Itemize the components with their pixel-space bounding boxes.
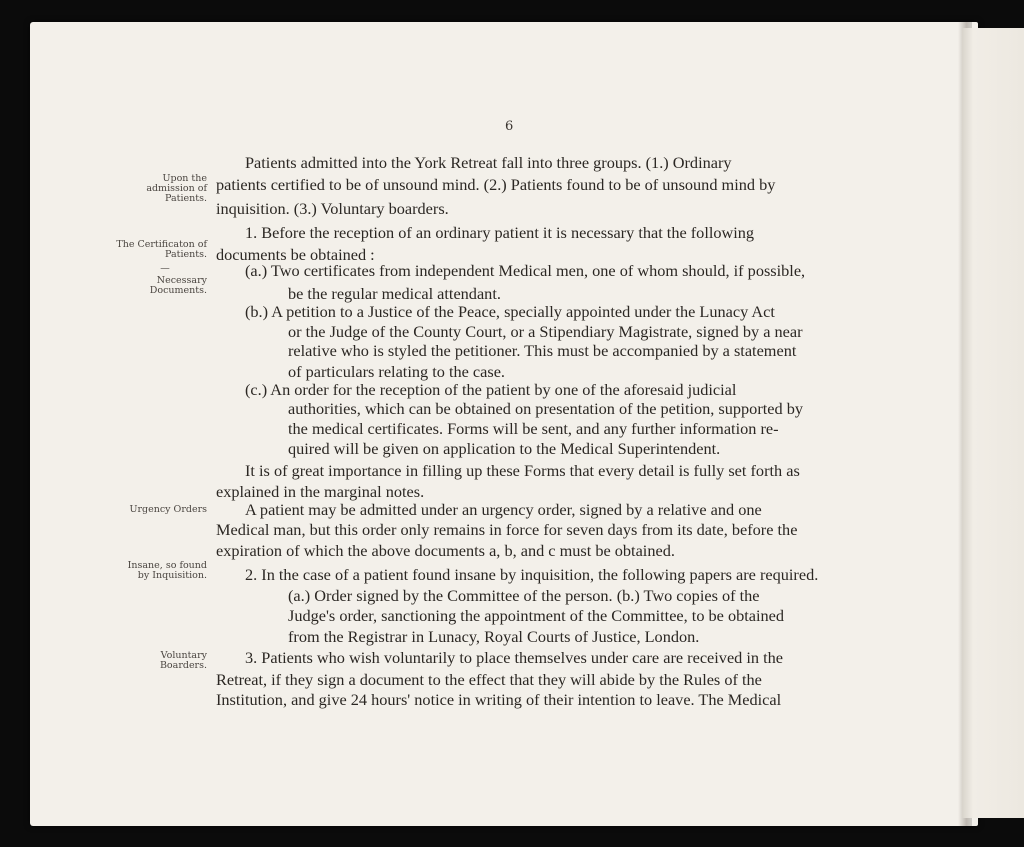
body-line: authorities, which can be obtained on presentation of the petition, supported by — [288, 399, 803, 418]
margin-note-voluntary-boarders: Voluntary Boarders. — [159, 650, 207, 671]
body-line: Judge's order, sanctioning the appointment of the Committee, to be obtained — [288, 606, 785, 625]
margin-note-insane-inquisition: Insane, so found by Inquisition. — [127, 560, 207, 581]
body-line: A patient may be admitted under an urgency order, signed by a relative and one — [245, 500, 762, 519]
body-line: (a.) Two certificates from independent Medical men, one of whom should, if possible, — [245, 261, 806, 280]
facing-page-edge — [962, 28, 1024, 818]
body-line: (a.) Order signed by the Committee of the person. (b.) Two copies of the — [288, 586, 760, 605]
body-line: Institution, and give 24 hours' notice in writing of their intention to leave. The Medical — [216, 690, 782, 709]
body-line: patients certified to be of unsound mind. (2.) Patients found to be of unsound mind by — [216, 175, 776, 194]
body-line: of particulars relating to the case. — [288, 362, 505, 381]
margin-note-upon-admission: Upon the admission of Patients. — [146, 173, 207, 204]
margin-note-certificaton: The Certificaton of Patients. — [116, 239, 207, 260]
body-line: be the regular medical attendant. — [288, 284, 501, 303]
body-line: or the Judge of the County Court, or a Stipendiary Magistrate, signed by a near — [288, 322, 803, 341]
body-line: 3. Patients who wish voluntarily to place themselves under care are received in the — [245, 648, 784, 667]
margin-note-dash: — — [160, 263, 170, 274]
margin-note-necessary-documents: Necessary Documents. — [149, 275, 207, 296]
body-line: documents be obtained : — [216, 245, 375, 264]
page-number: 6 — [505, 119, 514, 134]
body-line: (b.) A petition to a Justice of the Peace, specially appointed under the Lunacy Act — [245, 302, 775, 321]
body-line: Patients admitted into the York Retreat fall into three groups. (1.) Ordinary — [245, 153, 732, 172]
body-line: Medical man, but this order only remains in force for seven days from its date, before the — [216, 520, 798, 539]
body-line: relative who is styled the petitioner. This must be accompanied by a statement — [288, 341, 797, 360]
margin-note-urgency-orders: Urgency Orders — [129, 504, 207, 515]
body-line: Retreat, if they sign a document to the effect that they will abide by the Rules of the — [216, 670, 762, 689]
body-line: (c.) An order for the reception of the patient by one of the aforesaid judicial — [245, 380, 737, 399]
body-line: quired will be given on application to the Medical Superintendent. — [288, 439, 721, 458]
body-line: It is of great importance in filling up these Forms that every detail is fully set forth as — [245, 461, 800, 480]
body-line: 2. In the case of a patient found insane by inquisition, the following papers are required. — [245, 565, 819, 584]
body-line: explained in the marginal notes. — [216, 482, 425, 501]
body-line: the medical certificates. Forms will be sent, and any further information re- — [288, 419, 779, 438]
body-line: 1. Before the reception of an ordinary patient it is necessary that the following — [245, 223, 755, 242]
body-line: inquisition. (3.) Voluntary boarders. — [216, 199, 449, 218]
body-line: expiration of which the above documents a, b, and c must be obtained. — [216, 541, 675, 560]
body-line: from the Registrar in Lunacy, Royal Courts of Justice, London. — [288, 627, 700, 646]
